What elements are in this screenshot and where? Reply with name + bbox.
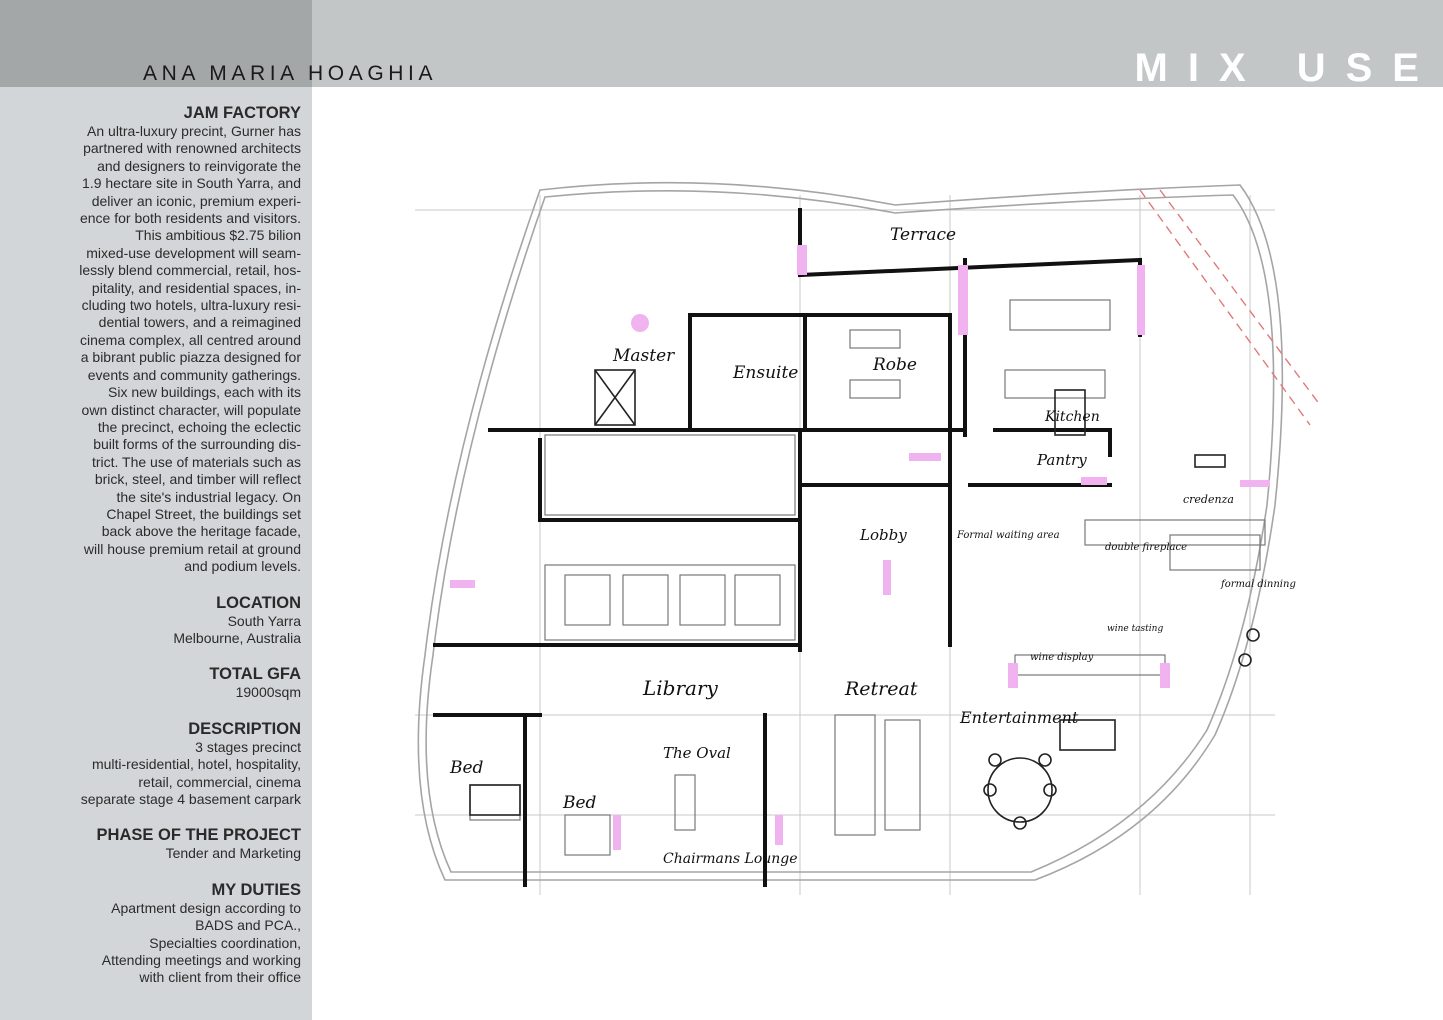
gfa-heading: TOTAL GFA [209,665,301,684]
label-formal-dinning: formal dinning [1221,579,1296,590]
label-entertainment: Entertainment [960,708,1079,727]
plan-walls [435,210,1140,885]
author-name: ANA MARIA HOAGHIA [143,62,438,85]
duties-value: Apartment design according to BADS and PCA., Specialties coordination, Attending meetings and working with client from their office [101,899,301,986]
plan-room-labels [449,225,1296,867]
project-description: An ultra-luxury precint, Gurner has partnered with renowned architects and designers to reinvigorate the 1.9 hectare site in South Yarra, and deliver an iconic, premium experi- ence for both residents and visitors. This ambitious $2.75 bilion mixed-use development will seam- lessly blend commercial, retail, hos- pitality, and residential spaces, in- cluding two hotels, ultra-luxury resi- dential towers, and a reimagined cinema complex, all centred around a bibrant public piazza designed for events and community gatherings. Six new buildings, each with its own distinct character, will populate the precinct, echoing the eclectic built forms of the surrounding dis- trict. The use of materials such as brick, steel, and timber will reflect the site's industrial legacy. On Chapel Street, the buildings set back above the heritage facade, will house premium retail at ground and podium levels. [79,123,301,575]
plan-thin-lines [470,300,1265,855]
floor-plan-svg [395,175,1330,905]
label-kitchen: Kitchen [1045,409,1100,425]
label-library: Library [643,676,718,700]
location-heading: LOCATION [216,593,301,612]
label-bed-1: Bed [450,758,484,778]
label-double-fireplace: double fireplace [1105,542,1188,553]
label-credenza: credenza [1183,493,1234,506]
project-info [66,104,301,987]
page-title-wrap [1135,46,1439,91]
label-bed-2: Bed [563,793,597,813]
building-outline [418,183,1282,880]
page-title: MIX USE [1134,46,1439,90]
phase-heading: PHASE OF THE PROJECT [96,826,301,845]
label-pantry: Pantry [1037,451,1087,469]
label-robe: Robe [873,355,917,375]
duties-heading: MY DUTIES [211,880,301,899]
project-heading: JAM FACTORY [183,104,301,122]
phase-value: Tender and Marketing [165,845,301,862]
site-boundary-dashed [1140,190,1320,425]
label-lobby: Lobby [860,526,907,544]
label-formal-waiting: Formal waiting area [957,530,1060,541]
label-ensuite: Ensuite [733,363,799,383]
label-wine-tasting: wine tasting [1107,624,1164,634]
gfa-value: 19000sqm [235,684,301,701]
label-retreat: Retreat [845,678,918,700]
location-value: South Yarra Melbourne, Australia [173,612,301,646]
plan-furniture [470,370,1259,829]
description-heading: DESCRIPTION [188,719,301,738]
label-the-oval: The Oval [663,744,731,762]
label-terrace: Terrace [890,225,957,245]
label-wine-display: wine display [1030,652,1094,663]
label-chairmans-lounge: Chairmans Lounge [663,851,798,867]
description-value: 3 stages precinct multi-residential, hotel, hospitality, retail, commercial, cinema separate stage 4 basement carpark [80,738,301,807]
floor-plan-sketch [395,175,1330,905]
label-master: Master [613,346,675,366]
